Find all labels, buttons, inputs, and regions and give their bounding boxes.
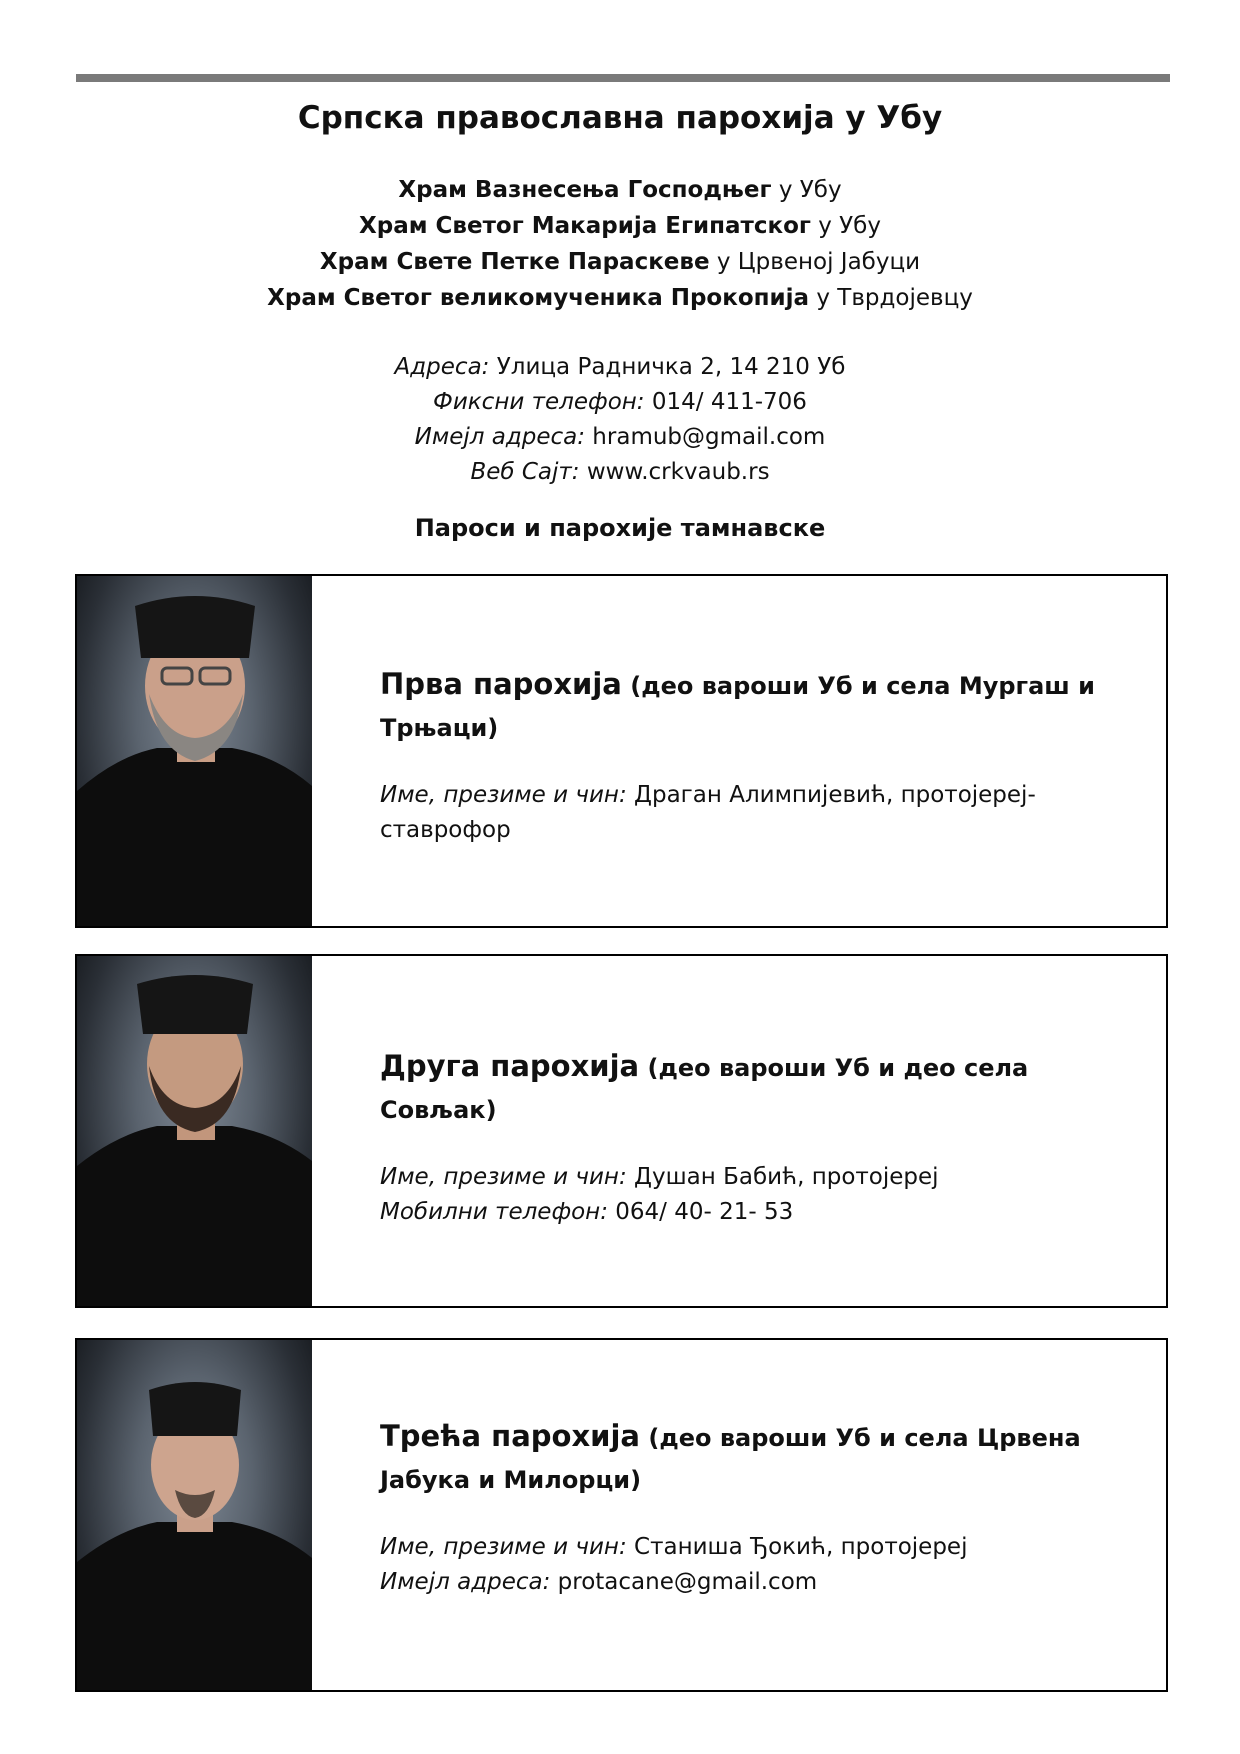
parish-note: (део вароши Уб и села Мургаш и Трњаци) bbox=[380, 672, 1095, 742]
info-label: Мобилни телефон: bbox=[380, 1199, 608, 1225]
parish-info bbox=[380, 1160, 1126, 1230]
card-body bbox=[380, 1046, 1126, 1230]
temple-line bbox=[0, 208, 1240, 244]
parish-info bbox=[380, 1530, 1126, 1600]
parish-card-1 bbox=[75, 574, 1168, 928]
priest-photo bbox=[77, 576, 312, 926]
contact-label: Имејл адреса: bbox=[414, 424, 585, 450]
parish-title: Друга парохија bbox=[380, 1049, 640, 1083]
top-rule bbox=[76, 74, 1170, 82]
contact-value: 014/ 411-706 bbox=[644, 389, 807, 415]
info-value: 064/ 40- 21- 53 bbox=[607, 1199, 794, 1225]
parish-heading bbox=[380, 1416, 1126, 1500]
parish-title: Трећа парохија bbox=[380, 1419, 640, 1453]
info-line bbox=[380, 1160, 1126, 1195]
temple-place: у Црвеној Јабуци bbox=[709, 249, 921, 275]
info-label: Име, презиме и чин: bbox=[380, 1534, 627, 1560]
contact-value[interactable]: hramub@gmail.com bbox=[585, 424, 826, 450]
temple-name: Храм Вазнесења Господњег bbox=[398, 177, 772, 203]
temple-name: Храм Светог Макарија Египатског bbox=[359, 213, 811, 239]
section-title: Пароси и парохије тамнавске bbox=[414, 514, 826, 542]
priest-photo bbox=[77, 1340, 312, 1690]
info-value[interactable]: protacane@gmail.com bbox=[550, 1569, 818, 1595]
info-value: Драган Алимпијевић, протојереј-ставрофор bbox=[380, 782, 1036, 843]
info-label: Име, презиме и чин: bbox=[380, 1164, 627, 1190]
info-line bbox=[380, 778, 1126, 848]
priest-portrait-icon bbox=[77, 956, 312, 1306]
temple-line bbox=[0, 280, 1240, 316]
parish-card-2 bbox=[75, 954, 1168, 1308]
contact-value: Улица Радничка 2, 14 210 Уб bbox=[489, 354, 846, 380]
parish-info bbox=[380, 778, 1126, 848]
parish-note: (део вароши Уб и део села Совљак) bbox=[380, 1054, 1029, 1124]
parish-title: Прва парохија bbox=[380, 667, 622, 701]
card-body bbox=[380, 664, 1126, 848]
temple-name: Храм Свете Петке Параскеве bbox=[319, 249, 710, 275]
contact-label: Фиксни телефон: bbox=[433, 389, 645, 415]
temple-line bbox=[0, 244, 1240, 280]
temple-line bbox=[0, 172, 1240, 208]
contact-value[interactable]: www.crkvaub.rs bbox=[579, 459, 770, 485]
info-line bbox=[380, 1565, 1126, 1600]
address-line bbox=[0, 350, 1240, 385]
contact-label: Веб Сајт: bbox=[470, 459, 580, 485]
card-body bbox=[380, 1416, 1126, 1600]
phone-line bbox=[0, 385, 1240, 420]
parish-heading bbox=[380, 1046, 1126, 1130]
priest-portrait-icon bbox=[77, 1340, 312, 1690]
info-value: Душан Бабић, протојереј bbox=[626, 1164, 939, 1190]
info-line bbox=[380, 1195, 1126, 1230]
temple-place: у Убу bbox=[771, 177, 842, 203]
priest-photo bbox=[77, 956, 312, 1306]
page-title: Српска православна парохија у Убу bbox=[297, 100, 943, 136]
info-label: Имејл адреса: bbox=[380, 1569, 551, 1595]
parish-note: (део вароши Уб и села Црвена Јабука и Милорци) bbox=[380, 1424, 1081, 1494]
temple-name: Храм Светог великомученика Прокопија bbox=[267, 285, 810, 311]
info-line bbox=[380, 1530, 1126, 1565]
contact-block bbox=[0, 350, 1240, 490]
website-line bbox=[0, 455, 1240, 490]
priest-portrait-icon bbox=[77, 576, 312, 926]
contact-label: Адреса: bbox=[394, 354, 490, 380]
parish-card-3 bbox=[75, 1338, 1168, 1692]
email-line bbox=[0, 420, 1240, 455]
temple-place: у Убу bbox=[810, 213, 881, 239]
temple-list bbox=[0, 172, 1240, 316]
temple-place: у Тврдојевцу bbox=[809, 285, 973, 311]
info-label: Име, презиме и чин: bbox=[380, 782, 627, 808]
parish-heading bbox=[380, 664, 1126, 748]
info-value: Станиша Ђокић, протојереј bbox=[626, 1534, 968, 1560]
